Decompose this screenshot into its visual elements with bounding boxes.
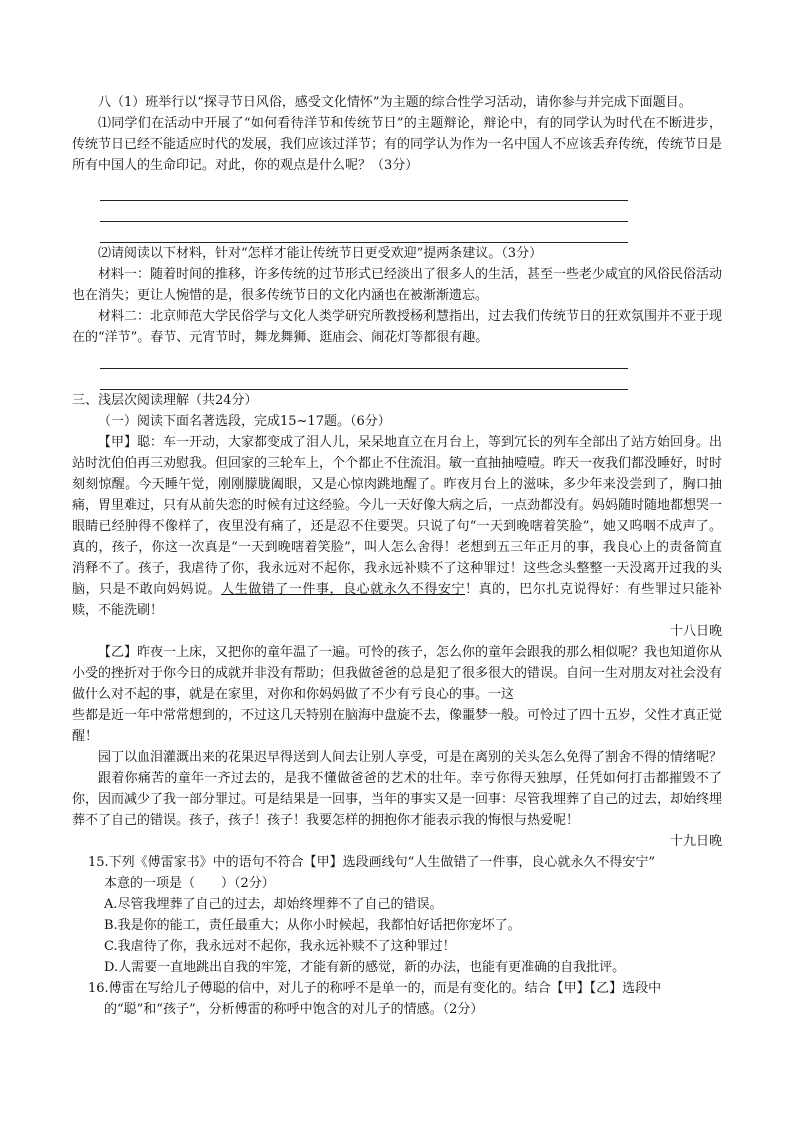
answer-line[interactable] xyxy=(100,201,628,222)
answer-line[interactable] xyxy=(100,180,628,201)
passage-yi-part4: 跟着你痛苦的童年一齐过去的，是我不懂做爸爸的艺术的壮年。幸亏你得天独厚，任凭如何打击都摧毁不了你，因而减少了我一部分罪过。可是结果是一回事，当年的事实又是一回事：尽管我埋葬了自己的过去，却始终埋葬不了自己的错误。孩子，孩子！孩子！我要怎样的拥抱你才能表示我的悔恨与热爱呢！ xyxy=(72,771,723,828)
letter-date-18: 十八日晚 xyxy=(669,624,722,639)
exam-page xyxy=(72,92,722,1020)
passage-yi-part1: 【乙】昨夜一上床，又把你的童年温了一遍。可怜的孩子，怎么你的童年会跟我的那么相似呢？我也知道你从小受的挫折对于你今日的成就并非没有帮助；但我做爸爸的总是犯了很多很大的错误。自问一生对朋友对社会没有做什么对不起的事，就是在家里，对你和你妈妈做了不少有亏良心的事。一这 xyxy=(72,645,723,702)
activity-intro: 八（1）班举行以“探寻节日风俗，感受文化情怀”为主题的综合性学习活动，请你参与并完成下面题目。 xyxy=(98,95,692,110)
material-1: 材料一：随着时间的推移，许多传统的过节形式已经淡出了很多人的生活，甚至一些老少咸宜的风俗民俗活动也在消失；更让人惋惜的是，很多传统节日的文化内涵也在被渐渐遗忘。 xyxy=(72,267,723,303)
passage-jia-ending: ！真的，巴尔扎克说得好：有些罪过只能补赎，不能洗刷！ xyxy=(72,582,722,618)
question-2: ⑵请阅读以下材料，针对“怎样才能让传统节日更受欢迎”提两条建议。（3分） xyxy=(98,246,543,261)
option-d[interactable]: D.人需要一直地跳出自我的牢笼，才能有新的感觉，新的办法，也能有更准确的自我批评。 xyxy=(104,960,626,975)
answer-line[interactable] xyxy=(100,222,628,243)
underlined-sentence: 人生做错了一件事，良心就永久不得安宁 xyxy=(221,582,466,597)
passage-yi-part2: 些都是近一年中常常想到的，不过这几天特别在脑海中盘旋不去，像噩梦一般。可怜过了四十五岁，父性才真正觉醒！ xyxy=(72,708,723,744)
passage-jia-text: 眼睛已经肿得不像样了，夜里没有痛了，还是忍不住要哭。只说了句“一天到晚嗐着笑脸”，她又呜咽不成声了。真的，孩子，你这一次真是“一天到晚嗐着笑脸”，叫人怎么舍得！老想到五三年正月的事，我良心上的责备简直消释不了。孩子，我虐待了你，我永远对不起你，我永远补赎不了这种罪过！这些念头整整一天没离开过我的头脑，只是不敢向妈妈说。 xyxy=(72,519,722,597)
letter-date-19: 十九日晚 xyxy=(669,834,722,849)
question-15-stem-end: 本意的一项是（ ）（2分） xyxy=(104,876,275,891)
question-15: 15.下列《傅雷家书》中的语句不符合【甲】选段画线句“人生做错了一件事，良心就永久不得安宁” xyxy=(88,855,655,870)
option-b[interactable]: B.我是你的能工，责任最重大；从你小时候起，我都怕好话把你宠坏了。 xyxy=(104,918,521,933)
passage-yi-part3: 园丁以血泪灌溉出来的花果迟早得送到人间去让别人享受，可是在离别的关头怎么免得了割舍不得的情绪呢？ xyxy=(98,750,723,765)
answer-line[interactable] xyxy=(100,348,628,369)
section-3a-heading: （一）阅读下面名著选段，完成15~17题。（6分） xyxy=(98,414,391,429)
section-3-heading: 三、浅层次阅读理解（共24分） xyxy=(72,393,258,408)
passage-jia-part1: 【甲】聪：车一开动，大家都变成了泪人儿，呆呆地直立在月台上，等到冗长的列车全部出了站方始回身。出站时沈伯伯再三劝慰我。但回家的三轮车上，个个都止不住流泪。敏一直抽抽噎噎。昨天一夜我们都没睡好，时时刻刻惊醒。今天睡午觉，刚刚朦胧阖眼，又是心惊肉跳地醒了。昨夜月台上的滋味，多少年来没尝到了，胸口抽痛，胃里难过，只有从前失恋的时候有过这经验。今儿一天好像大病之后，一点劲都没有。妈妈随时随地都想哭一 xyxy=(72,435,723,513)
question-1: ⑴同学们在活动中开展了“如何看待洋节和传统节日”的主题辩论，辩论中，有的同学认为时代在不断进步，传统节日已经不能适应时代的发展，我们应该过洋节；有的同学认为作为一名中国人不应该丢弃传统，传统节日是所有中国人的生命印记。对此，你的观点是什么呢？（3分） xyxy=(72,116,723,173)
question-16-stem-end: 的“聪”和“孩子”，分析傅雷的称呼中饱含的对儿子的情感。（2分） xyxy=(104,1002,484,1017)
option-c[interactable]: C.我虐待了你，我永远对不起你，我永远补赎不了这种罪过！ xyxy=(104,939,456,954)
material-2: 材料二：北京师范大学民俗学与文化人类学研究所教授杨利慧指出，过去我们传统节日的狂欢氛围并不亚于现在的“洋节”。春节、元宵节时，舞龙舞狮、逛庙会、闹花灯等都很有趣。 xyxy=(72,309,723,345)
question-16: 16.傅雷在写给儿子傅聪的信中，对儿子的称呼不是单一的，而是有变化的。结合【甲】【乙】选段中 xyxy=(88,981,662,996)
passage-jia-part2 xyxy=(72,516,722,621)
option-a[interactable]: A.尽管我埋葬了自己的过去，却始终埋葬不了自己的错误。 xyxy=(104,897,443,912)
answer-line[interactable] xyxy=(100,369,628,390)
